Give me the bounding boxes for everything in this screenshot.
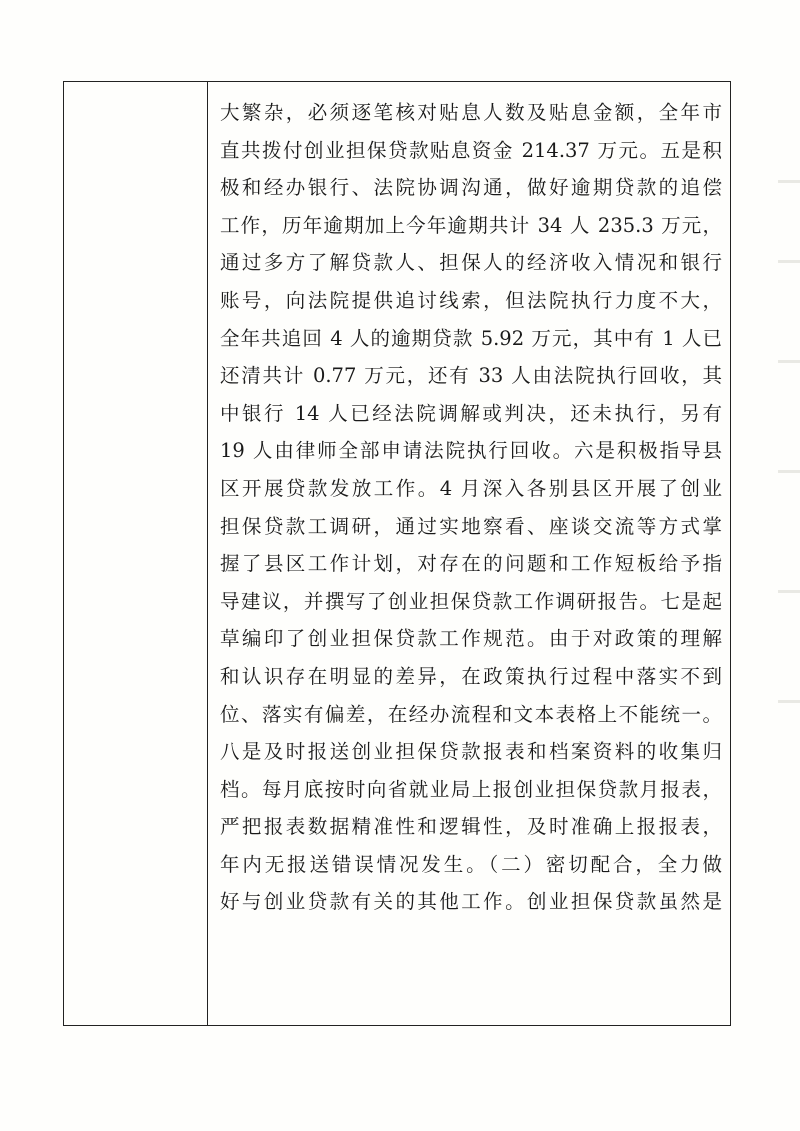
text-line: 导建议，并撰写了创业担保贷款工作调研报告。七是起 [220, 589, 722, 613]
table-content-cell [210, 82, 730, 1025]
scan-mark [778, 180, 800, 183]
scan-mark [778, 260, 800, 263]
text-line: 担保贷款工调研，通过实地察看、座谈交流等方式掌 [220, 514, 722, 538]
body-text [220, 94, 722, 921]
text-line: 账号，向法院提供追讨线索，但法院执行力度不大， [220, 288, 722, 312]
text-line: 工作，历年逾期加上今年逾期共计 34 人 235.3 万元， [220, 213, 722, 237]
text-line: 好与创业贷款有关的其他工作。创业担保贷款虽然是 [220, 890, 722, 914]
text-line: 中银行 14 人已经法院调解或判决，还未执行，另有 [220, 401, 722, 425]
table-label-cell [64, 82, 208, 1025]
form-table [63, 81, 731, 1026]
text-line: 严把报表数据精准性和逻辑性，及时准确上报报表， [220, 815, 722, 839]
text-line: 握了县区工作计划，对存在的问题和工作短板给予指 [220, 552, 722, 576]
text-line: 八是及时报送创业担保贷款报表和档案资料的收集归 [220, 740, 722, 764]
text-line: 区开展贷款发放工作。4 月深入各别县区开展了创业 [220, 476, 722, 500]
text-line: 大繁杂，必须逐笔核对贴息人数及贴息金额，全年市 [220, 101, 722, 124]
text-line: 直共拨付创业担保贷款贴息资金 214.37 万元。五是积 [220, 138, 722, 162]
text-line: 年内无报送错误情况发生。（二）密切配合，全力做 [220, 852, 722, 876]
scan-mark [778, 700, 800, 703]
text-line: 和认识存在明显的差异，在政策执行过程中落实不到 [220, 664, 722, 688]
text-line: 档。每月底按时向省就业局上报创业担保贷款月报表， [220, 777, 722, 801]
text-line: 全年共追回 4 人的逾期贷款 5.92 万元，其中有 1 人已 [220, 326, 722, 350]
text-line: 19 人由律师全部申请法院执行回收。六是积极指导县 [220, 439, 722, 463]
scan-mark [778, 590, 800, 593]
text-line: 还清共计 0.77 万元，还有 33 人由法院执行回收，其 [220, 364, 722, 388]
text-line: 通过多方了解贷款人、担保人的经济收入情况和银行 [220, 251, 722, 275]
scan-mark [778, 360, 800, 363]
scan-mark [778, 470, 800, 473]
text-line: 草编印了创业担保贷款工作规范。由于对政策的理解 [220, 627, 722, 651]
text-line: 极和经办银行、法院协调沟通，做好逾期贷款的追偿 [220, 176, 722, 200]
text-line: 位、落实有偏差，在经办流程和文本表格上不能统一。 [220, 702, 722, 726]
